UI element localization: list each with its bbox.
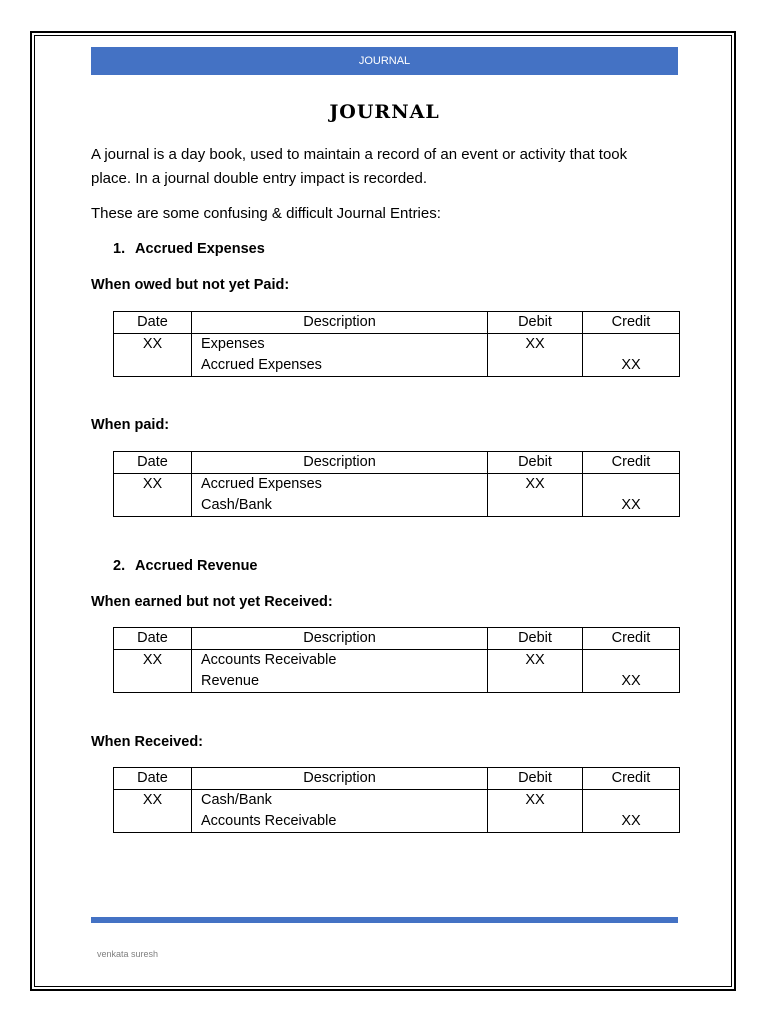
journal-table (113, 311, 680, 377)
table-row (114, 671, 680, 693)
header-description: Description (192, 452, 488, 474)
cell-description: Accrued Expenses (192, 474, 488, 496)
cell-date (114, 671, 192, 693)
header-description: Description (192, 312, 488, 334)
table-row (114, 355, 680, 377)
header-debit: Debit (488, 312, 583, 334)
cell-description: Expenses (192, 334, 488, 356)
cell-description: Accrued Expenses (192, 355, 488, 377)
header-credit: Credit (583, 768, 680, 790)
header-date: Date (114, 312, 192, 334)
cell-date: XX (114, 790, 192, 812)
cell-credit: XX (583, 811, 680, 833)
journal-table (113, 627, 680, 693)
header-debit: Debit (488, 628, 583, 650)
table-row (114, 811, 680, 833)
cell-date: XX (114, 334, 192, 356)
cell-credit: XX (583, 355, 680, 377)
cell-debit (488, 671, 583, 693)
header-credit: Credit (583, 312, 680, 334)
cell-debit (488, 811, 583, 833)
header-debit: Debit (488, 452, 583, 474)
table-header-row (114, 312, 680, 334)
cell-description: Accounts Receivable (192, 811, 488, 833)
table-row (114, 650, 680, 672)
cell-credit: XX (583, 495, 680, 517)
section-number: 2. (113, 558, 126, 574)
cell-credit (583, 474, 680, 496)
cell-description: Cash/Bank (192, 790, 488, 812)
footer-author: venkata suresh (97, 949, 159, 959)
table-row (114, 334, 680, 356)
header-description: Description (192, 628, 488, 650)
header-label: JOURNAL (358, 55, 411, 67)
header-bar (91, 47, 678, 75)
cell-debit: XX (488, 650, 583, 672)
header-credit: Credit (583, 628, 680, 650)
cell-credit (583, 334, 680, 356)
case-heading: When paid: (91, 417, 170, 433)
table-header-row (114, 452, 680, 474)
cell-debit: XX (488, 790, 583, 812)
cell-description: Accounts Receivable (192, 650, 488, 672)
section-heading-accrued-revenue (113, 558, 258, 574)
cell-date: XX (114, 474, 192, 496)
cell-date (114, 495, 192, 517)
intro-line-3: These are some confusing & difficult Journal Entries: (91, 205, 441, 222)
journal-table (113, 767, 680, 833)
case-heading: When owed but not yet Paid: (91, 277, 290, 293)
cell-date (114, 355, 192, 377)
case-heading: When Received: (91, 734, 203, 750)
cell-credit (583, 650, 680, 672)
footer-bar (91, 917, 678, 923)
section-heading-accrued-expenses (113, 241, 265, 257)
cell-date: XX (114, 650, 192, 672)
cell-debit: XX (488, 334, 583, 356)
cell-description: Cash/Bank (192, 495, 488, 517)
header-date: Date (114, 768, 192, 790)
case-heading: When earned but not yet Received: (91, 594, 333, 610)
cell-description: Revenue (192, 671, 488, 693)
header-credit: Credit (583, 452, 680, 474)
table-row (114, 474, 680, 496)
intro-line-1: A journal is a day book, used to maintain a record of an event or activity that took (91, 146, 628, 163)
table-header-row (114, 628, 680, 650)
table-row (114, 495, 680, 517)
cell-date (114, 811, 192, 833)
cell-credit (583, 790, 680, 812)
section-title: Accrued Revenue (135, 558, 258, 574)
section-number: 1. (113, 241, 126, 257)
header-description: Description (192, 768, 488, 790)
intro-line-2: place. In a journal double entry impact is recorded. (91, 170, 428, 187)
section-title: Accrued Expenses (135, 241, 265, 257)
cell-credit: XX (583, 671, 680, 693)
header-date: Date (114, 628, 192, 650)
header-date: Date (114, 452, 192, 474)
journal-table (113, 451, 680, 517)
table-row (114, 790, 680, 812)
cell-debit: XX (488, 474, 583, 496)
document-title: JOURNAL (329, 101, 440, 123)
table-header-row (114, 768, 680, 790)
header-debit: Debit (488, 768, 583, 790)
cell-debit (488, 495, 583, 517)
intro-paragraph (91, 143, 683, 191)
cell-debit (488, 355, 583, 377)
